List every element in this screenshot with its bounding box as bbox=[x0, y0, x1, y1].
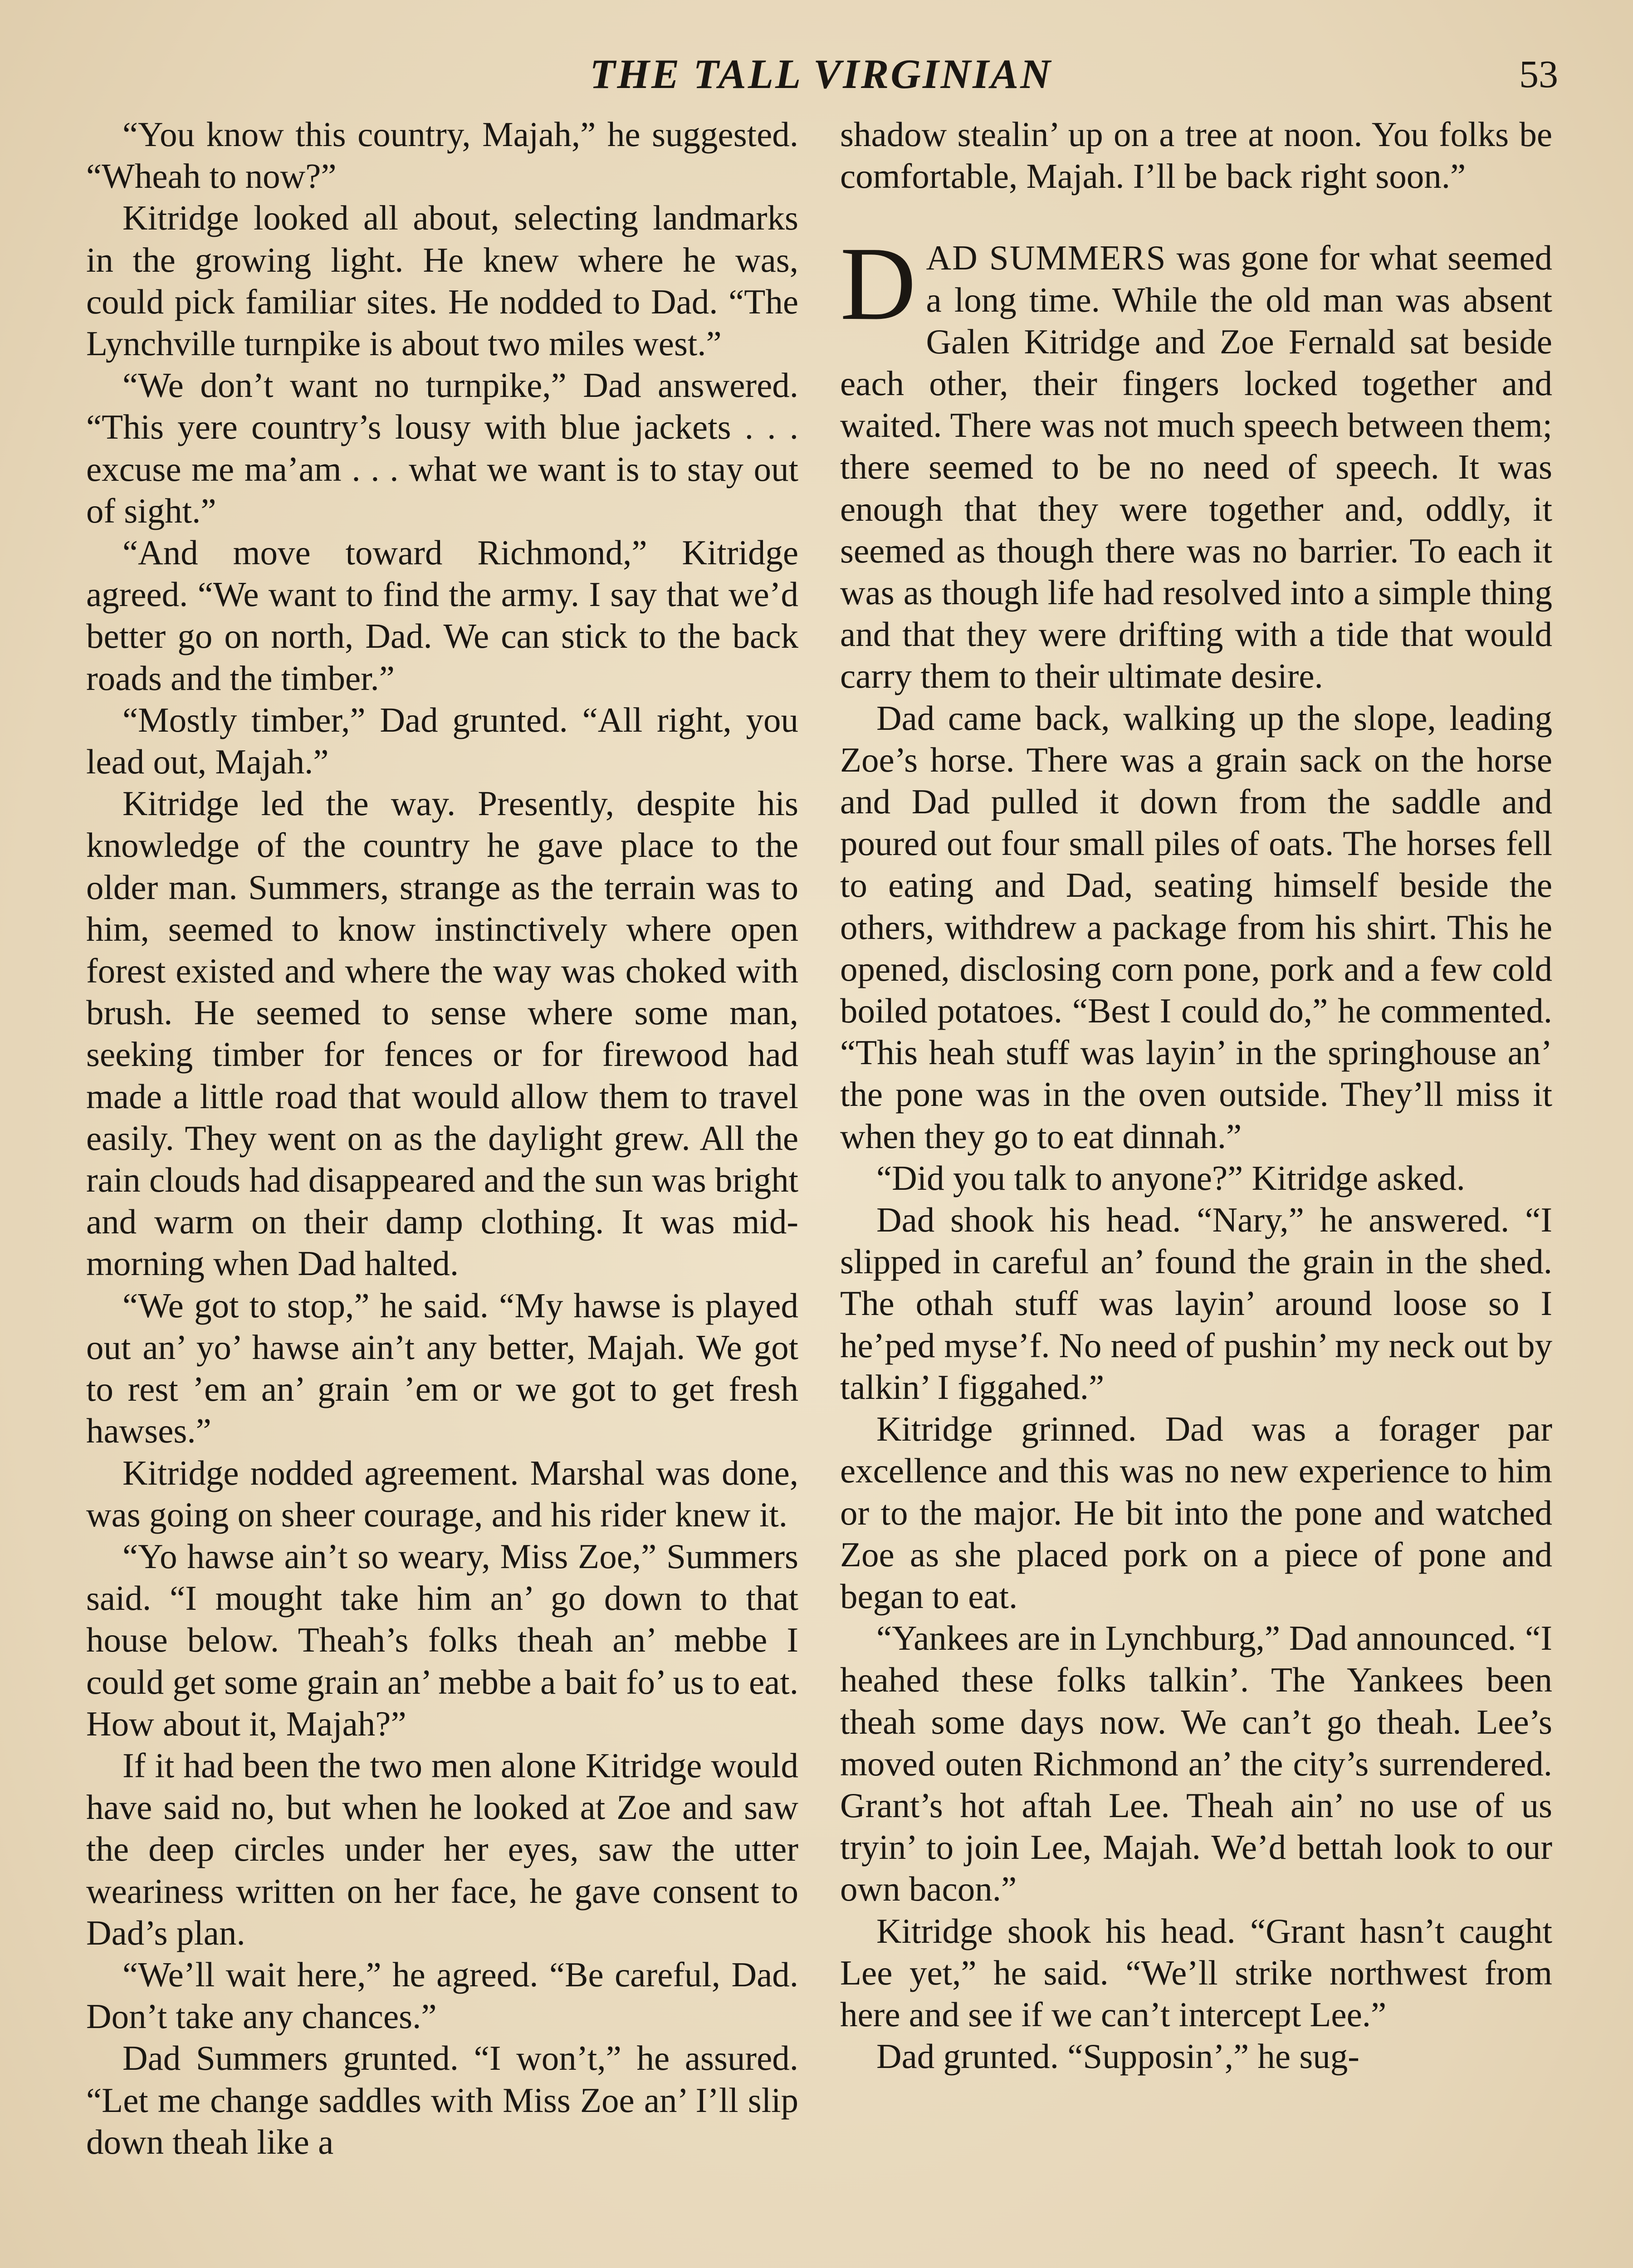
paragraph: Kitridge shook his head. “Grant hasn’t caught Lee yet,” he said. “We’ll strike northwest from here and see if we can’t intercept Lee.” bbox=[840, 1911, 1552, 2034]
paragraph: “Yo hawse ain’t so weary, Miss Zoe,” Summers said. “I mought take him an’ go down to that house below. Theah’s folks theah an’ mebbe I could get some grain an’ mebbe a bait fo’ us to eat. How about it, Majah?” bbox=[86, 1536, 798, 1743]
paragraph: Dad grunted. “Supposin’,” he sug- bbox=[876, 2037, 1359, 2076]
paragraph: “Yankees are in Lynchburg,” Dad announced. “I heahed these folks talkin’. The Yankees been theah some days now. We can’t go theah. Lee’s moved outen Richmond an’ the city’s surrendered. Grant’s hot aftah Lee. Theah ain’ no use of us tryin’ to join Lee, Majah. We’d bettah look to our own bacon.” bbox=[840, 1618, 1552, 1909]
left-column bbox=[86, 113, 798, 2163]
paragraph: “You know this country, Majah,” he suggested. “Wheah to now?” bbox=[86, 115, 798, 196]
paragraph: Kitridge grinned. Dad was a forager par excellence and this was no new experience to him or to the major. He bit into the pone and watched Zoe as she placed pork on a piece of pone and began to eat. bbox=[840, 1409, 1552, 1616]
running-header bbox=[84, 49, 1558, 99]
right-column bbox=[840, 113, 1552, 2077]
lead-caps: AD SUMMERS bbox=[926, 238, 1167, 278]
paragraph: Kitridge nodded agreement. Marshal was done, was going on sheer courage, and his rider knew it. bbox=[86, 1453, 798, 1534]
paragraph: Dad came back, walking up the slope, leading Zoe’s horse. There was a grain sack on the horse and Dad pulled it down from the saddle and poured out four small piles of oats. The horses fell to eating and Dad, seating himself beside the others, withdrew a package from his shirt. This he opened, disclosing corn pone, pork and a few cold boiled potatoes. “Best I could do,” he commented. “This heah stuff was layin’ in the springhouse an’ the pone was in the oven outside. They’ll miss it when they go to eat dinnah.” bbox=[840, 698, 1552, 1156]
paragraph: “And move toward Richmond,” Kitridge agreed. “We want to find the army. I say that we’d better go on north, Dad. We can stick to the back roads and the timber.” bbox=[86, 533, 798, 698]
page-number: 53 bbox=[1519, 52, 1558, 96]
drop-cap: D bbox=[840, 225, 916, 342]
paragraph: Kitridge led the way. Presently, despite his knowledge of the country he gave place to the older man. Summers, strange as the terrain was to him, seemed to know instinctively where open forest existed and where the way was choked with brush. He seemed to sense where some man, seeking timber for fences or for firewood had made a little road that would allow them to travel easily. They went on as the daylight grew. All the rain clouds had disappeared and the sun was bright and warm on their damp clothing. It was mid-morning when Dad halted. bbox=[86, 784, 798, 1283]
paragraph: “We’ll wait here,” he agreed. “Be careful, Dad. Don’t take any chances.” bbox=[86, 1955, 798, 2036]
paragraph: Dad Summers grunted. “I won’t,” he assured. “Let me change saddles with Miss Zoe an’ I’ll slip down theah like a bbox=[86, 2038, 798, 2161]
paragraph: “Mostly timber,” Dad grunted. “All right, you lead out, Majah.” bbox=[86, 700, 798, 782]
paragraph: “We don’t want no turnpike,” Dad answered. “This yere country’s lousy with blue jackets . . . excuse me ma’am . . . what we want is to stay out of sight.” bbox=[86, 366, 798, 530]
lead-text: was gone for what seemed a long time. While the old man was absent Galen Kitridge and Zoe Fernald sat beside each other, their fingers locked together and waited. There was not much speech between them; there seemed to be no need of speech. It was enough that they were together and, oddly, it seemed as though there was no barrier. To each it was as though life had resolved into a simple thing and that they were drifting with a tide that would carry them to their ultimate desire. bbox=[840, 238, 1553, 696]
paragraph-continuation: shadow stealin’ up on a tree at noon. You folks be comfortable, Majah. I’ll be back right soon.” bbox=[840, 115, 1552, 196]
section-lead-paragraph bbox=[840, 225, 1553, 697]
paragraph: If it had been the two men alone Kitridge would have said no, but when he looked at Zoe and saw the deep circles under her eyes, saw the utter weariness written on her face, he gave consent to Dad’s plan. bbox=[86, 1745, 798, 1952]
running-title: THE TALL VIRGINIAN bbox=[590, 51, 1052, 97]
paragraph: Dad shook his head. “Nary,” he answered. “I slipped in careful an’ found the grain in the shed. The othah stuff was layin’ around loose so I he’ped myse’f. No need of pushin’ my neck out by talkin’ I figgahed.” bbox=[840, 1200, 1552, 1407]
paragraph: “We got to stop,” he said. “My hawse is played out an’ yo’ hawse ain’t any better, Majah. We got to rest ’em an’ grain ’em or we got to get fresh hawses.” bbox=[86, 1286, 798, 1451]
paragraph: Kitridge looked all about, selecting landmarks in the growing light. He knew where he was, could pick familiar sites. He nodded to Dad. “The Lynchville turnpike is about two miles west.” bbox=[86, 198, 798, 363]
paragraph: “Did you talk to anyone?” Kitridge asked. bbox=[876, 1158, 1465, 1198]
section-break bbox=[840, 197, 1552, 237]
